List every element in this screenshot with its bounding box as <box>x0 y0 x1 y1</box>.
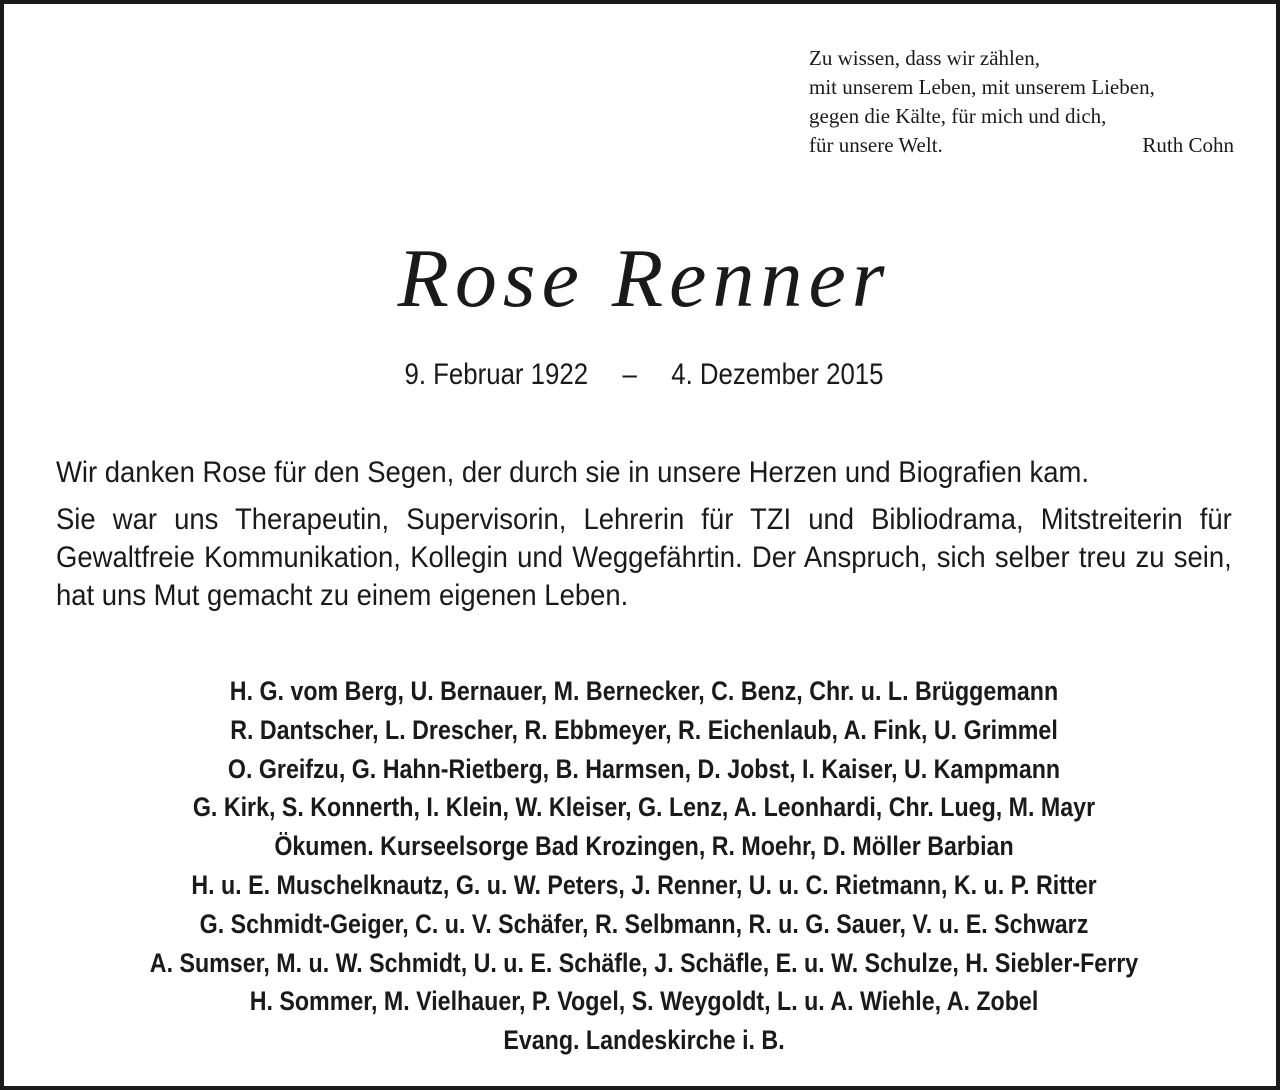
signatory-line: A. Sumser, M. u. W. Schmidt, U. u. E. Schäfle, J. Schäfle, E. u. W. Schulze, H. Siebler-Ferry <box>149 947 1139 978</box>
signatory-line: H. u. E. Muschelknautz, G. u. W. Peters, J. Renner, U. u. C. Rietmann, K. u. P. Ritter <box>191 869 1097 900</box>
signatory-line: Evang. Landeskirche i. B. <box>503 1025 785 1056</box>
signatory-line: G. Schmidt-Geiger, C. u. V. Schäfer, R. Selbmann, R. u. G. Sauer, V. u. E. Schwarz <box>199 908 1089 939</box>
signatory-line: O. Greifzu, G. Hahn-Rietberg, B. Harmsen, D. Jobst, I. Kaiser, U. Kampmann <box>227 753 1061 784</box>
signatory-line: H. G. vom Berg, U. Bernauer, M. Bernecker, C. Benz, Chr. u. L. Brüggemann <box>229 676 1059 706</box>
death-date: 4. Dezember 2015 <box>671 358 884 391</box>
signatory-line: Ökumen. Kurseelsorge Bad Krozingen, R. Moehr, D. Möller Barbian <box>274 831 1014 862</box>
tribute-paragraph: Wir danken Rose für den Segen, der durch sie in unsere Herzen und Biografien kam. <box>56 456 1090 489</box>
quote-line: für unsere Welt. <box>809 133 943 157</box>
signatory-line: G. Kirk, S. Konnerth, I. Klein, W. Kleiser, G. Lenz, A. Leonhardi, Chr. Lueg, M. Mayr <box>192 792 1096 823</box>
signatory-line: H. Sommer, M. Vielhauer, P. Vogel, S. Weygoldt, L. u. A. Wiehle, A. Zobel <box>249 986 1039 1017</box>
quote-line: mit unserem Leben, mit unserem Lieben, <box>809 75 1155 99</box>
signatories-list <box>4 672 1280 1060</box>
tribute-paragraph: Sie war uns Therapeutin, Supervisorin, Lehrerin für TZI und Bibliodrama, Mitstreiterin für Gewaltfreie Kommunikation, Kollegin und Weggefährtin. Der Anspruch, sich selber treu zu sein, hat uns Mut gemacht zu einem eigenen Leben. <box>56 503 1232 612</box>
quote-line: gegen die Kälte, für mich und dich, <box>809 104 1107 128</box>
quote-author: Ruth Cohn <box>1142 133 1234 157</box>
deceased-name: Rose Renner <box>397 232 891 325</box>
signatory-line: R. Dantscher, L. Drescher, R. Ebbmeyer, R. Eichenlaub, A. Fink, U. Grimmel <box>230 714 1058 745</box>
birth-date: 9. Februar 1922 <box>404 358 589 391</box>
tribute-text <box>56 454 1232 615</box>
epigraph-quote <box>809 44 1234 160</box>
quote-last-line <box>809 131 1234 160</box>
life-dates <box>94 358 1195 392</box>
date-separator: – <box>622 358 637 391</box>
quote-line: Zu wissen, dass wir zählen, <box>809 46 1040 70</box>
